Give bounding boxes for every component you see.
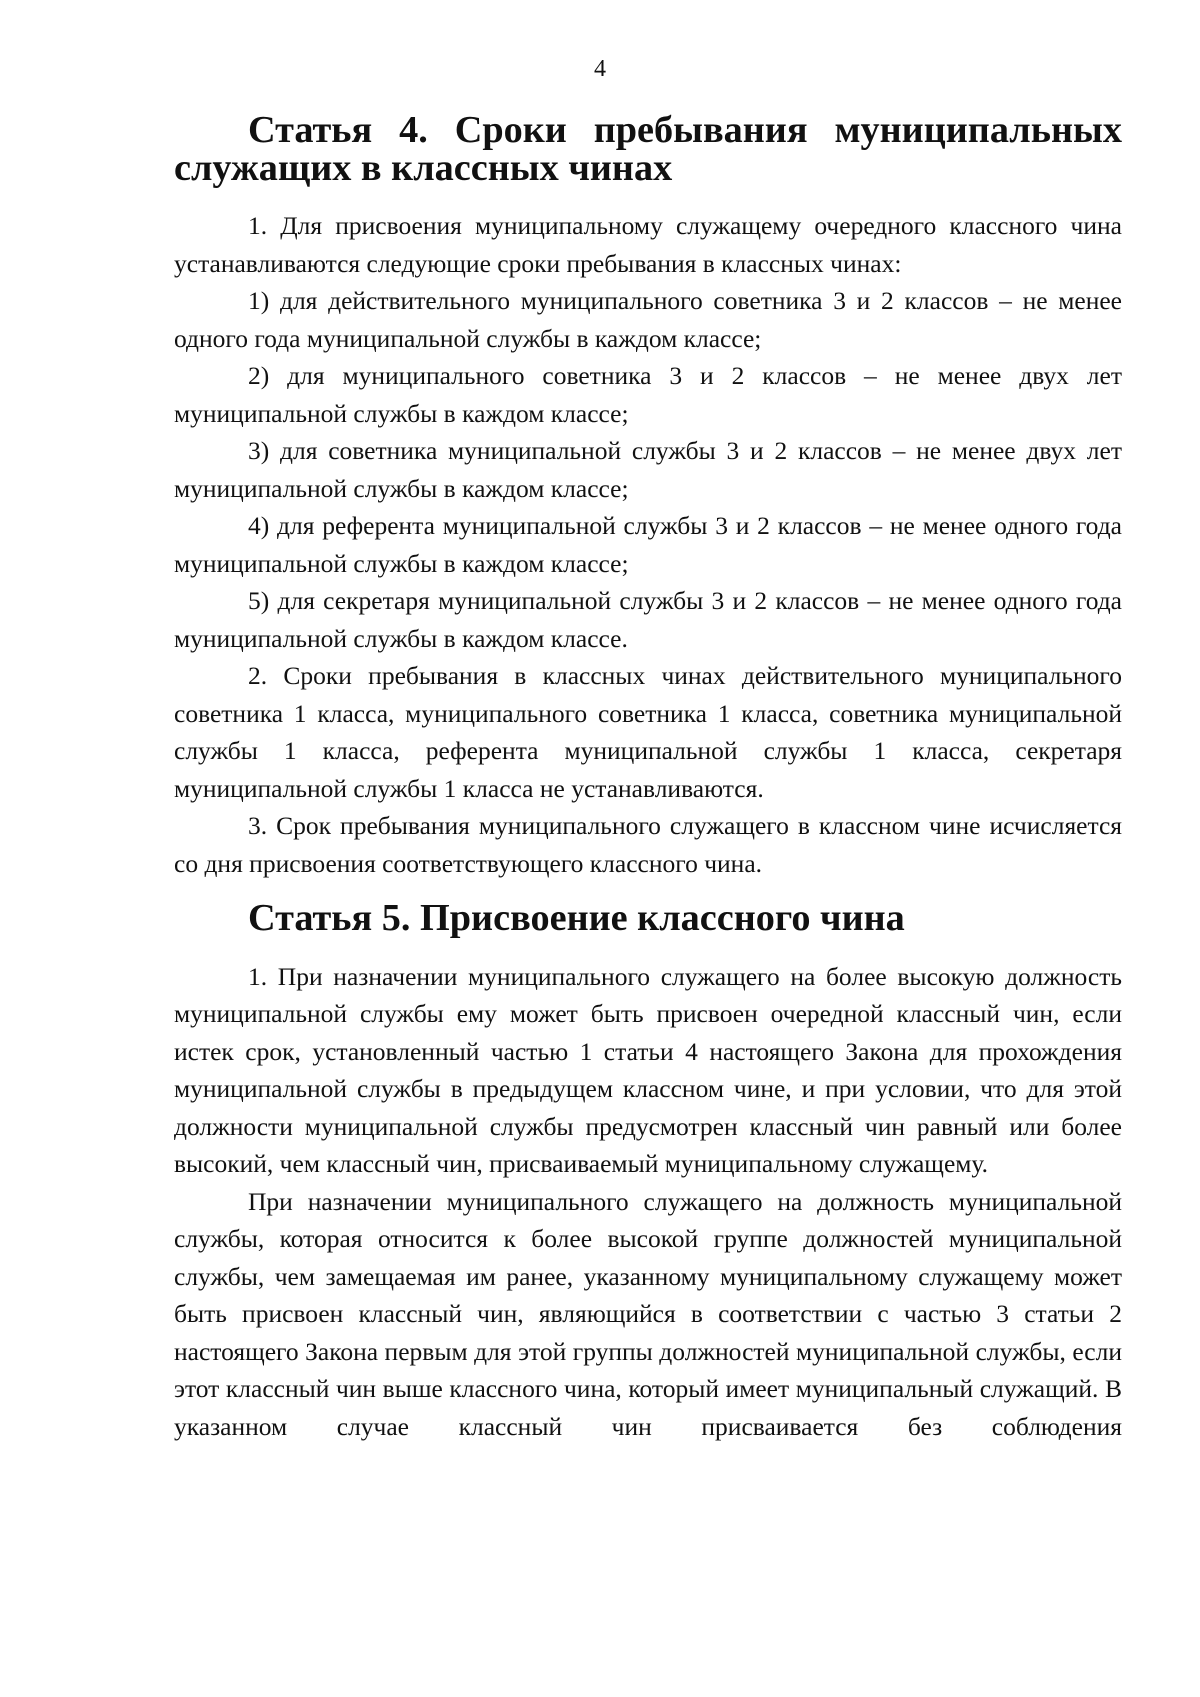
article-4-body xyxy=(174,207,1122,882)
article-4-paragraph: 2. Сроки пребывания в классных чинах действительного муниципального советника 1 класса, муниципального советника 1 класса, советника муниципальной службы 1 класса, референта муниципальной службы 1 класса, секретаря муниципальной службы 1 класса не устанавливаются. xyxy=(174,661,1122,803)
article-4-paragraph: 4) для референта муниципальной службы 3 и 2 классов – не менее одного года муниципальной службы в каждом классе; xyxy=(174,511,1122,578)
article-5-paragraph: 1. При назначении муниципального служащего на более высокую должность муниципальной службы ему может быть присвоен очередной классный чин, если истек срок, установленный частью 1 статьи 4 настоящего Закона для прохождения муниципальной службы в предыдущем классном чине, и при условии, что для этой должности муниципальной службы предусмотрен классный чин равный или более высокий, чем классный чин, присваиваемый муниципальному служащему. xyxy=(174,961,1122,1178)
article-4-paragraph: 3. Срок пребывания муниципального служащего в классном чине исчисляется со дня присвоения соответствующего классного чина. xyxy=(174,811,1122,878)
article-4-paragraph: 1. Для присвоения муниципальному служащему очередного классного чина устанавливаются следующие сроки пребывания в классных чинах: xyxy=(174,211,1122,278)
article-4-paragraph: 3) для советника муниципальной службы 3 и 2 классов – не менее двух лет муниципальной службы в каждом классе; xyxy=(174,436,1122,503)
page-number: 4 xyxy=(594,56,606,82)
article-4-title: Статья 4. Сроки пребывания муниципальных служащих в классных чинах xyxy=(174,109,1122,189)
article-5-paragraph: При назначении муниципального служащего на должность муниципальной службы, которая относится к более высокой группе должностей муниципальной службы, чем замещаемая им ранее, указанному муниципальному служащему может быть присвоен классный чин, являющийся в соответствии с частью 3 статьи 2 настоящего Закона первым для этой группы должностей муниципальной службы, если этот классный чин выше классного чина, который имеет муниципальный служащий. В указанном случае классный чин присваивается без соблюдения xyxy=(174,1186,1122,1441)
article-4-paragraph: 2) для муниципального советника 3 и 2 классов – не менее двух лет муниципальной службы в каждом классе; xyxy=(174,361,1122,428)
article-5-title: Статья 5. Присвоение классного чина xyxy=(248,897,905,939)
article-5-body xyxy=(174,958,1122,1446)
article-4-paragraph: 5) для секретаря муниципальной службы 3 и 2 классов – не менее одного года муниципальной службы в каждом классе. xyxy=(174,586,1122,653)
page-content xyxy=(174,109,1122,1445)
article-4-paragraph: 1) для действительного муниципального советника 3 и 2 классов – не менее одного года муниципальной службы в каждом классе; xyxy=(174,286,1122,353)
